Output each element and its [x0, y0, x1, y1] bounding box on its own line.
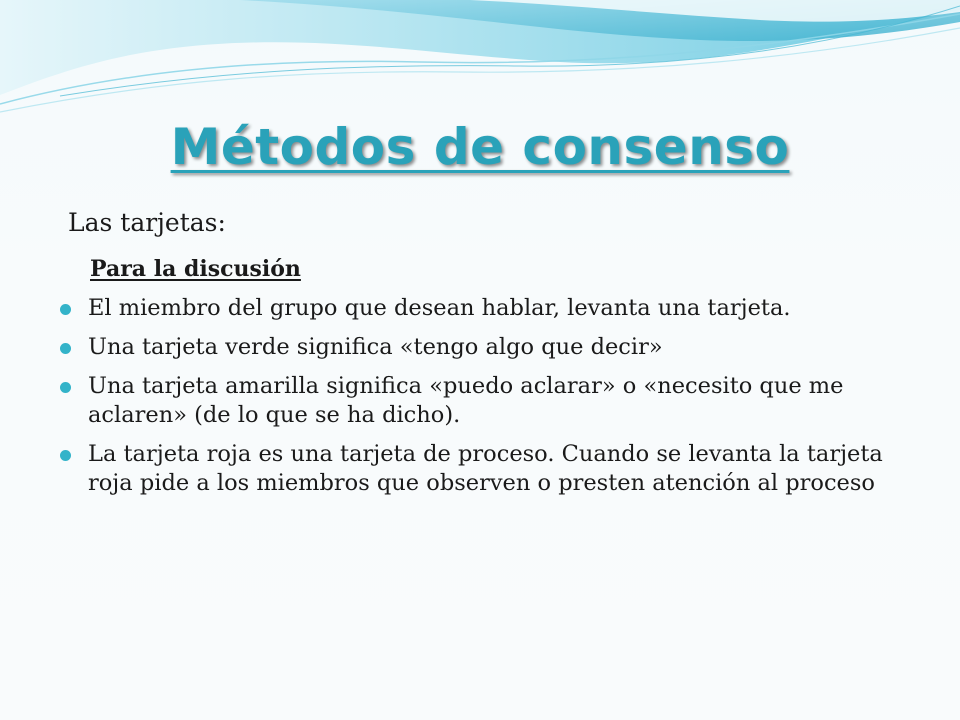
- bullet-dot-icon: [60, 343, 71, 354]
- bullet-text: El miembro del grupo que desean hablar, levanta una tarjeta.: [88, 295, 791, 321]
- bullet-dot-icon: [60, 304, 71, 315]
- bullet-dot-icon: [60, 450, 71, 461]
- section-heading: Para la discusión: [90, 256, 301, 282]
- bullet-item: [58, 440, 908, 498]
- bullet-item: [58, 372, 908, 430]
- bullet-item: [58, 333, 908, 362]
- header-wave-decoration: [0, 0, 960, 130]
- bullet-dot-icon: [60, 382, 71, 393]
- bullet-text: Una tarjeta verde significa «tengo algo que decir»: [88, 334, 663, 360]
- bullet-item: [58, 294, 908, 323]
- bullet-list: [58, 294, 908, 508]
- slide-subtitle: Las tarjetas:: [68, 208, 226, 237]
- slide-title: Métodos de consenso: [170, 118, 790, 176]
- bullet-text: Una tarjeta amarilla significa «puedo aclarar» o «necesito que me aclaren» (de lo que se ha dicho).: [88, 373, 844, 428]
- bullet-text: La tarjeta roja es una tarjeta de proceso. Cuando se levanta la tarjeta roja pide a los miembros que observen o presten atención al proceso: [88, 441, 883, 496]
